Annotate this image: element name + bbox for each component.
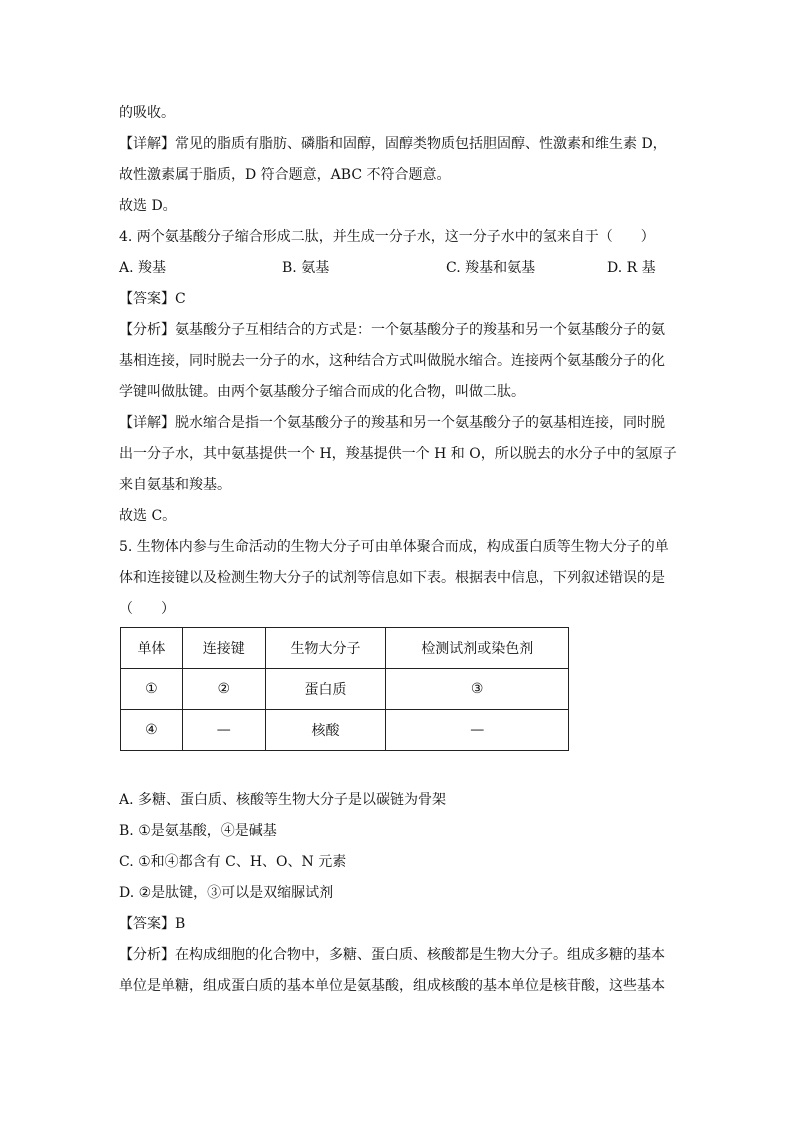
q4-option-a: A. 羧基: [119, 260, 167, 276]
text-line: （ ）: [119, 601, 175, 617]
q4-answer: 【答案】C: [119, 291, 186, 307]
text-line: 来自氨基和羧基。: [119, 477, 231, 493]
q5-option-c: C. ①和④都含有 C、H、O、N 元素: [119, 854, 347, 870]
table-cell: 蛋白质: [265, 669, 386, 710]
q4-analysis: 【分析】氨基酸分子互相结合的方式是：一个氨基酸分子的羧基和另一个氨基酸分子的氨: [119, 322, 665, 338]
question-5-stem: 5. 生物体内参与生命活动的生物大分子可由单体聚合而成，构成蛋白质等生物大分子的单: [119, 539, 669, 555]
text-line: 基相连接，同时脱去一分子的水，这种结合方式叫做脱水缩合。连接两个氨基酸分子的化: [119, 353, 665, 369]
table-header-cell: 检测试剂或染色剂: [386, 628, 569, 669]
table-cell: 核酸: [265, 710, 386, 751]
text-line: 单位是单糖，组成蛋白质的基本单位是氨基酸，组成核酸的基本单位是核苷酸，这些基本: [119, 978, 665, 994]
choice-statement: 故选 D。: [119, 198, 177, 214]
table-row: [121, 669, 569, 710]
table-header-row: [121, 628, 569, 669]
q5-option-a: A. 多糖、蛋白质、核酸等生物大分子是以碳链为骨架: [119, 792, 447, 808]
text-line: 出一分子水，其中氨基提供一个 H，羧基提供一个 H 和 O，所以脱去的水分子中的氢原子: [119, 446, 677, 462]
q5-option-b: B. ①是氨基酸，④是碱基: [119, 823, 277, 839]
q4-option-d: D. R 基: [607, 260, 656, 276]
table-row: [121, 710, 569, 751]
macromolecule-table: [120, 627, 569, 751]
table-cell: —: [182, 710, 265, 751]
q5-analysis: 【分析】在构成细胞的化合物中，多糖、蛋白质、核酸都是生物大分子。组成多糖的基本: [119, 947, 665, 963]
table-cell: ②: [182, 669, 265, 710]
text-line: 学键叫做肽键。由两个氨基酸分子缩合而成的化合物，叫做二肽。: [119, 384, 525, 400]
q4-option-c: C. 羧基和氨基: [446, 260, 536, 276]
table-header-cell: 单体: [121, 628, 183, 669]
q4-detail: 【详解】脱水缩合是指一个氨基酸分子的羧基和另一个氨基酸分子的氨基相连接，同时脱: [119, 415, 665, 431]
table-header-cell: 生物大分子: [265, 628, 386, 669]
text-line: 故性激素属于脂质，D 符合题意，ABC 不符合题意。: [119, 167, 451, 183]
table-cell: ④: [121, 710, 183, 751]
table-cell: —: [386, 710, 569, 751]
detail-paragraph: 【详解】常见的脂质有脂肪、磷脂和固醇，固醇类物质包括胆固醇、性激素和维生素 D，: [119, 136, 667, 152]
q5-option-d: D. ②是肽键，③可以是双缩脲试剂: [119, 885, 334, 901]
table-cell: ③: [386, 669, 569, 710]
text-line: 的吸收。: [119, 105, 175, 121]
q4-option-b: B. 氨基: [282, 260, 330, 276]
choice-statement: 故选 C。: [119, 508, 177, 524]
text-line: 体和连接键以及检测生物大分子的试剂等信息如下表。根据表中信息，下列叙述错误的是: [119, 570, 665, 586]
table-header-cell: 连接键: [182, 628, 265, 669]
question-4-stem: 4. 两个氨基酸分子缩合形成二肽，并生成一分子水，这一分子水中的氢来自于（ ）: [119, 229, 655, 245]
q5-answer: 【答案】B: [119, 916, 186, 932]
table-cell: ①: [121, 669, 183, 710]
